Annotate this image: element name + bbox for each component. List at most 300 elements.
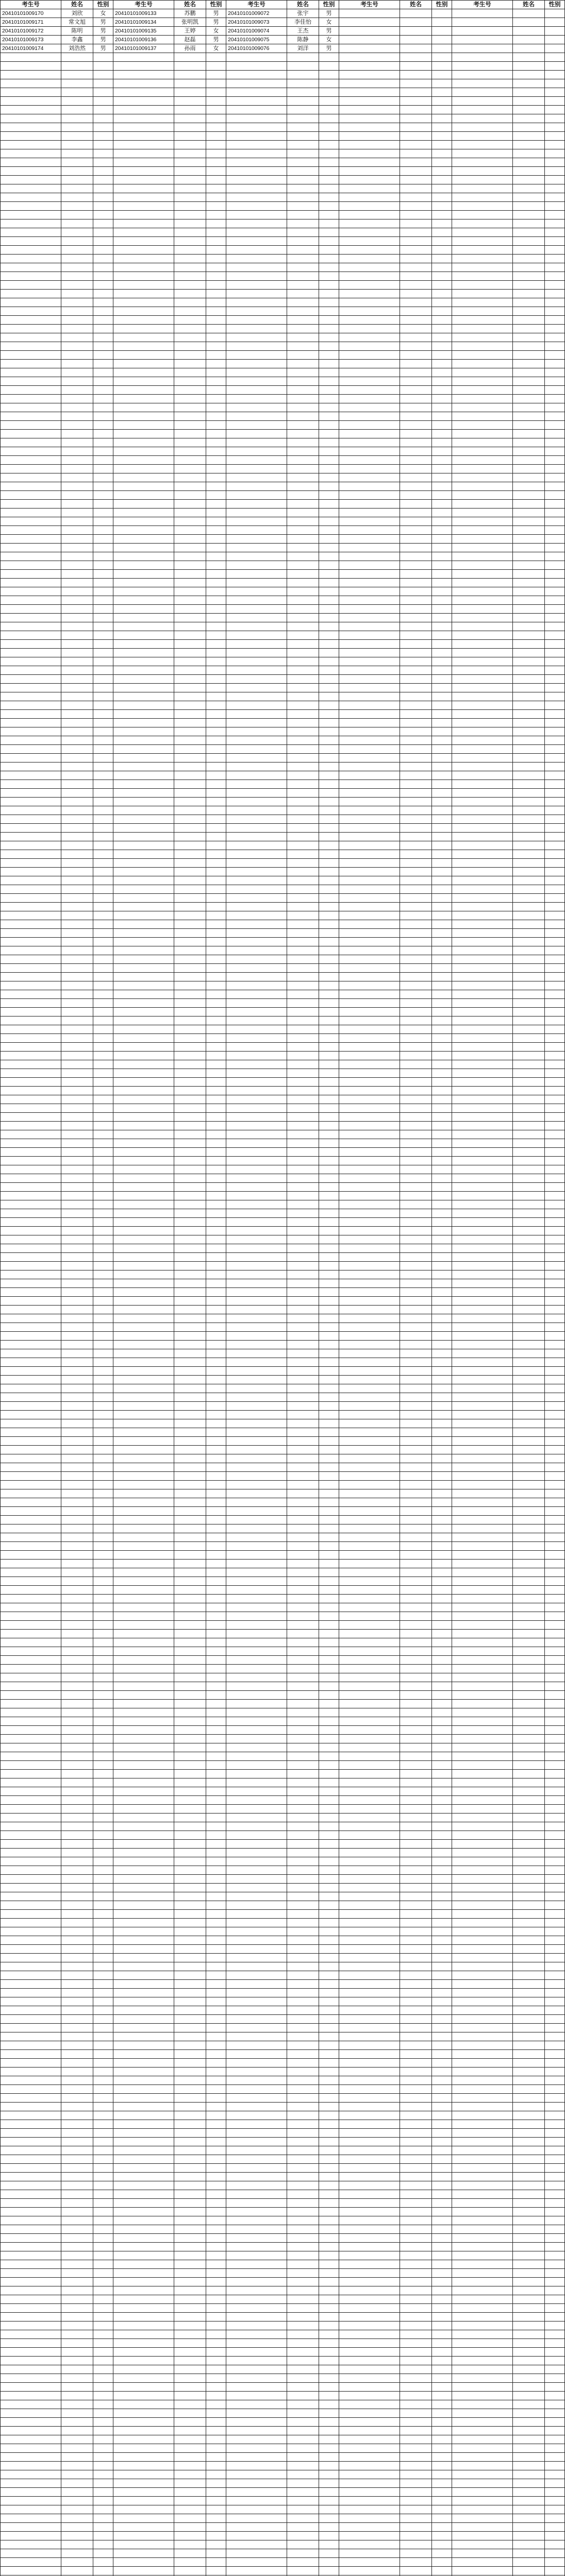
- cell-id: [452, 97, 513, 106]
- cell-name: [174, 2479, 206, 2488]
- cell-name: [61, 2549, 93, 2558]
- cell-name: [513, 1139, 545, 1148]
- cell-id: [339, 1735, 400, 1743]
- cell-name: [61, 1805, 93, 1814]
- cell-gender: [432, 736, 452, 745]
- cell-name: [287, 447, 319, 456]
- cell-name: [513, 2505, 545, 2514]
- cell-name: [287, 1279, 319, 1288]
- cell-gender: [432, 1078, 452, 1087]
- cell-id: [226, 2278, 287, 2286]
- cell-name: [174, 981, 206, 990]
- cell-name: [400, 360, 432, 368]
- cell-name: [287, 2295, 319, 2304]
- cell-gender: [319, 2357, 339, 2365]
- cell-gender: [432, 587, 452, 596]
- cell-name: [400, 561, 432, 570]
- cell-name: [400, 2164, 432, 2173]
- cell-id: [339, 833, 400, 841]
- cell-id: [226, 1227, 287, 1235]
- cell-gender: [206, 2006, 226, 2015]
- cell-id: [113, 684, 174, 692]
- cell-id: [113, 544, 174, 552]
- cell-id: [113, 596, 174, 605]
- cell-id: [113, 2041, 174, 2050]
- cell-id: [113, 509, 174, 517]
- cell-name: [400, 176, 432, 184]
- cell-gender: [319, 2173, 339, 2181]
- cell-gender: [206, 2295, 226, 2304]
- cell-name: [513, 868, 545, 876]
- cell-name: [61, 412, 93, 421]
- table-row: [1, 579, 565, 587]
- cell-gender: [93, 106, 113, 114]
- cell-gender: [206, 2024, 226, 2032]
- cell-name: [513, 859, 545, 868]
- cell-gender: [432, 2383, 452, 2392]
- cell-id: [339, 1481, 400, 1489]
- cell-id: [113, 649, 174, 657]
- cell-name: [513, 1454, 545, 1463]
- cell-gender: [93, 167, 113, 176]
- table-row: [1, 412, 565, 421]
- cell-gender: [545, 2173, 565, 2181]
- cell-gender: [93, 1078, 113, 1087]
- cell-gender: [93, 727, 113, 736]
- cell-gender: [93, 465, 113, 473]
- cell-gender: [319, 1612, 339, 1621]
- cell-gender: [432, 1270, 452, 1279]
- cell-id: [1, 981, 61, 990]
- cell-name: [513, 2015, 545, 2024]
- cell-name: [61, 123, 93, 132]
- cell-gender: [319, 1691, 339, 1700]
- table-row: [1, 2339, 565, 2348]
- cell-id: [452, 1270, 513, 1279]
- cell-gender: [319, 692, 339, 701]
- cell-gender: [545, 2418, 565, 2427]
- cell-name: [287, 158, 319, 167]
- cell-gender: [545, 701, 565, 710]
- cell-gender: [432, 692, 452, 701]
- cell-id: [113, 1209, 174, 1218]
- cell-gender: [206, 395, 226, 403]
- cell-id: [113, 894, 174, 903]
- cell-name: [513, 1533, 545, 1542]
- cell-gender: [206, 1078, 226, 1087]
- cell-id: [113, 1796, 174, 1805]
- cell-name: [174, 719, 206, 727]
- cell-id: [226, 2488, 287, 2497]
- cell-id: [1, 938, 61, 946]
- cell-name: [61, 798, 93, 806]
- cell-gender: [319, 1665, 339, 1673]
- cell-gender: [93, 1910, 113, 1919]
- cell-gender: [432, 2243, 452, 2251]
- cell-name: [513, 2067, 545, 2076]
- cell-name: [513, 403, 545, 412]
- cell-id: [113, 833, 174, 841]
- cell-name: [400, 368, 432, 377]
- cell-gender: [432, 999, 452, 1008]
- cell-id: [1, 1454, 61, 1463]
- cell-id: [113, 1638, 174, 1647]
- cell-gender: [206, 2225, 226, 2234]
- cell-name: [513, 509, 545, 517]
- cell-name: [61, 141, 93, 149]
- cell-name: [61, 202, 93, 211]
- cell-gender: [206, 2269, 226, 2278]
- cell-name: [61, 88, 93, 97]
- cell-gender: [432, 1901, 452, 1910]
- cell-id: [1, 1367, 61, 1376]
- cell-id: [339, 1253, 400, 1262]
- cell-name: [513, 386, 545, 395]
- cell-id: [113, 1735, 174, 1743]
- cell-gender: [432, 517, 452, 526]
- cell-gender: [319, 719, 339, 727]
- cell-gender: [93, 438, 113, 447]
- cell-name: [513, 1831, 545, 1840]
- cell-gender: [545, 2523, 565, 2532]
- cell-id: [113, 1130, 174, 1139]
- cell-id: [113, 2400, 174, 2409]
- cell-gender: [93, 2549, 113, 2558]
- cell-name: [513, 2269, 545, 2278]
- cell-name: [61, 1936, 93, 1945]
- cell-gender: [319, 544, 339, 552]
- cell-name: [174, 2462, 206, 2470]
- cell-name: [400, 1831, 432, 1840]
- cell-gender: [432, 403, 452, 412]
- cell-gender: [545, 1200, 565, 1209]
- cell-id: [452, 1148, 513, 1157]
- cell-id: [226, 1787, 287, 1796]
- cell-id: [226, 1016, 287, 1025]
- cell-name: [287, 2462, 319, 2470]
- cell-id: [339, 1104, 400, 1113]
- cell-id: [1, 2286, 61, 2295]
- cell-id: [113, 412, 174, 421]
- cell-id: [452, 876, 513, 885]
- cell-gender: [432, 1060, 452, 1069]
- cell-id: [452, 1700, 513, 1708]
- cell-gender: [319, 2392, 339, 2400]
- cell-gender: [206, 1025, 226, 1034]
- cell-id: [452, 1384, 513, 1393]
- cell-gender: [319, 316, 339, 325]
- cell-id: [113, 1200, 174, 1209]
- cell-id: [113, 228, 174, 237]
- cell-gender: [319, 815, 339, 824]
- cell-id: [339, 1682, 400, 1691]
- cell-gender: [432, 2523, 452, 2532]
- cell-gender: [206, 798, 226, 806]
- cell-name: [400, 88, 432, 97]
- cell-name: [400, 964, 432, 973]
- cell-gender: [545, 2120, 565, 2129]
- cell-name: [400, 1306, 432, 1314]
- cell-id: [113, 1568, 174, 1577]
- cell-name: [400, 806, 432, 815]
- cell-id: [226, 482, 287, 491]
- cell-name: [61, 754, 93, 762]
- cell-id: [452, 1174, 513, 1183]
- cell-name: [513, 1989, 545, 1997]
- cell-name: [513, 876, 545, 885]
- cell-id: [113, 1849, 174, 1857]
- cell-gender: [206, 946, 226, 955]
- cell-name: [400, 1892, 432, 1901]
- cell-id: [339, 482, 400, 491]
- cell-gender: [93, 2444, 113, 2453]
- cell-gender: [545, 71, 565, 79]
- cell-id: [339, 666, 400, 675]
- cell-id: [339, 1165, 400, 1174]
- cell-id: [226, 1402, 287, 1411]
- cell-id: [452, 824, 513, 833]
- cell-name: [174, 2470, 206, 2479]
- cell-gender: [432, 2453, 452, 2462]
- cell-name: [513, 2041, 545, 2050]
- cell-id: [339, 228, 400, 237]
- cell-name: [287, 1945, 319, 1954]
- cell-id: [1, 1560, 61, 1568]
- cell-gender: [545, 1630, 565, 1638]
- cell-name: [513, 544, 545, 552]
- table-row: [1, 377, 565, 386]
- cell-id: [452, 1428, 513, 1437]
- cell-gender: [432, 789, 452, 798]
- cell-gender: [206, 596, 226, 605]
- cell-name: [61, 938, 93, 946]
- cell-name: [513, 2532, 545, 2540]
- cell-gender: [206, 1393, 226, 1402]
- table-row: [1, 1498, 565, 1507]
- cell-id: [452, 2295, 513, 2304]
- cell-id: [226, 1411, 287, 1419]
- cell-id: [1, 1043, 61, 1052]
- cell-id: [113, 272, 174, 281]
- cell-id: [113, 824, 174, 833]
- cell-gender: [545, 1025, 565, 1034]
- cell-id: [452, 631, 513, 640]
- cell-id: 20410101009073: [226, 18, 287, 27]
- cell-gender: [206, 1095, 226, 1104]
- cell-gender: [319, 237, 339, 246]
- cell-gender: [93, 1901, 113, 1910]
- table-row: [1, 2523, 565, 2532]
- cell-name: 陈静: [287, 36, 319, 44]
- cell-gender: [319, 657, 339, 666]
- cell-id: [226, 2418, 287, 2427]
- table-row: [1, 2348, 565, 2357]
- cell-name: [400, 167, 432, 176]
- cell-gender: [432, 149, 452, 158]
- cell-gender: [206, 1402, 226, 1411]
- cell-gender: [545, 1393, 565, 1402]
- cell-id: [226, 1542, 287, 1551]
- cell-id: [452, 2155, 513, 2164]
- cell-id: [339, 1875, 400, 1884]
- table-row: [1, 1857, 565, 1866]
- cell-id: [339, 132, 400, 141]
- cell-name: [174, 894, 206, 903]
- cell-id: [226, 929, 287, 938]
- cell-id: [452, 1840, 513, 1849]
- cell-id: [1, 719, 61, 727]
- cell-gender: [319, 2339, 339, 2348]
- cell-gender: [545, 316, 565, 325]
- cell-name: [287, 1060, 319, 1069]
- cell-name: [513, 263, 545, 272]
- cell-id: [452, 1595, 513, 1603]
- cell-gender: [206, 1209, 226, 1218]
- cell-gender: [93, 368, 113, 377]
- cell-gender: [545, 2269, 565, 2278]
- cell-gender: [319, 465, 339, 473]
- cell-name: [513, 614, 545, 622]
- cell-id: [339, 2155, 400, 2164]
- cell-gender: [432, 1665, 452, 1673]
- cell-gender: [93, 1113, 113, 1122]
- cell-gender: [206, 1227, 226, 1235]
- cell-name: [61, 2234, 93, 2243]
- cell-gender: [206, 1989, 226, 1997]
- cell-name: [513, 1367, 545, 1376]
- cell-id: [452, 1218, 513, 1227]
- cell-name: [287, 1901, 319, 1910]
- cell-name: [174, 62, 206, 71]
- cell-id: [339, 2216, 400, 2225]
- cell-gender: [432, 2339, 452, 2348]
- cell-id: [452, 1901, 513, 1910]
- cell-gender: [319, 701, 339, 710]
- cell-name: [61, 614, 93, 622]
- table-row: [1, 1507, 565, 1516]
- cell-gender: [545, 885, 565, 894]
- cell-gender: [545, 544, 565, 552]
- cell-id: [339, 798, 400, 806]
- cell-gender: [545, 2400, 565, 2409]
- cell-name: [287, 62, 319, 71]
- cell-gender: [206, 281, 226, 290]
- cell-id: [452, 158, 513, 167]
- cell-gender: [432, 1122, 452, 1130]
- cell-id: [226, 1034, 287, 1043]
- cell-gender: [432, 2225, 452, 2234]
- cell-gender: [93, 1367, 113, 1376]
- cell-gender: [319, 1586, 339, 1595]
- cell-name: [513, 1735, 545, 1743]
- cell-id: [1, 412, 61, 421]
- table-row: [1, 2138, 565, 2146]
- cell-id: [226, 1884, 287, 1892]
- cell-name: [513, 1218, 545, 1227]
- cell-name: [400, 1192, 432, 1200]
- cell-id: [339, 535, 400, 544]
- cell-id: [339, 2357, 400, 2365]
- cell-name: [287, 692, 319, 701]
- cell-id: [1, 1165, 61, 1174]
- cell-gender: [545, 1595, 565, 1603]
- cell-gender: [319, 2549, 339, 2558]
- cell-name: [400, 465, 432, 473]
- cell-gender: [432, 579, 452, 587]
- cell-gender: [545, 1446, 565, 1454]
- cell-gender: [432, 920, 452, 929]
- cell-id: [339, 929, 400, 938]
- cell-id: [1, 1919, 61, 1927]
- cell-gender: [432, 2216, 452, 2225]
- cell-id: [226, 1726, 287, 1735]
- cell-name: [400, 2103, 432, 2111]
- cell-id: [226, 1849, 287, 1857]
- cell-gender: [206, 1235, 226, 1244]
- cell-name: [513, 1148, 545, 1157]
- cell-id: [339, 123, 400, 132]
- table-row: [1, 1270, 565, 1279]
- cell-gender: [319, 894, 339, 903]
- cell-id: [113, 929, 174, 938]
- cell-name: [400, 211, 432, 219]
- cell-name: [287, 1892, 319, 1901]
- table-row: [1, 605, 565, 614]
- cell-gender: [319, 2050, 339, 2059]
- cell-gender: [319, 1962, 339, 1971]
- cell-gender: [545, 219, 565, 228]
- cell-id: [113, 1411, 174, 1419]
- cell-id: [452, 351, 513, 360]
- cell-gender: [319, 2190, 339, 2199]
- cell-name: [513, 649, 545, 657]
- cell-name: [400, 1796, 432, 1805]
- cell-name: [287, 1936, 319, 1945]
- cell-name: [61, 500, 93, 509]
- cell-gender: [545, 307, 565, 316]
- cell-gender: [432, 482, 452, 491]
- cell-id: [226, 1551, 287, 1560]
- cell-name: [174, 2138, 206, 2146]
- cell-name: [400, 1393, 432, 1402]
- cell-gender: [432, 798, 452, 806]
- cell-gender: [432, 885, 452, 894]
- cell-name: [61, 298, 93, 307]
- cell-id: [226, 1183, 287, 1192]
- cell-name: [400, 1437, 432, 1446]
- cell-name: [287, 255, 319, 263]
- cell-gender: [93, 2103, 113, 2111]
- cell-name: [174, 2120, 206, 2129]
- cell-name: [513, 2155, 545, 2164]
- cell-id: [113, 1481, 174, 1489]
- cell-id: [339, 1498, 400, 1507]
- cell-id: [113, 2260, 174, 2269]
- cell-name: [400, 631, 432, 640]
- cell-gender: [545, 1673, 565, 1682]
- cell-gender: [432, 272, 452, 281]
- cell-gender: [93, 2225, 113, 2234]
- cell-name: [287, 1367, 319, 1376]
- cell-name: [61, 1025, 93, 1034]
- cell-id: [226, 2374, 287, 2383]
- cell-name: [513, 771, 545, 780]
- cell-name: [513, 587, 545, 596]
- cell-id: [113, 1919, 174, 1927]
- cell-gender: [319, 482, 339, 491]
- cell-name: [400, 1787, 432, 1796]
- cell-name: [287, 2243, 319, 2251]
